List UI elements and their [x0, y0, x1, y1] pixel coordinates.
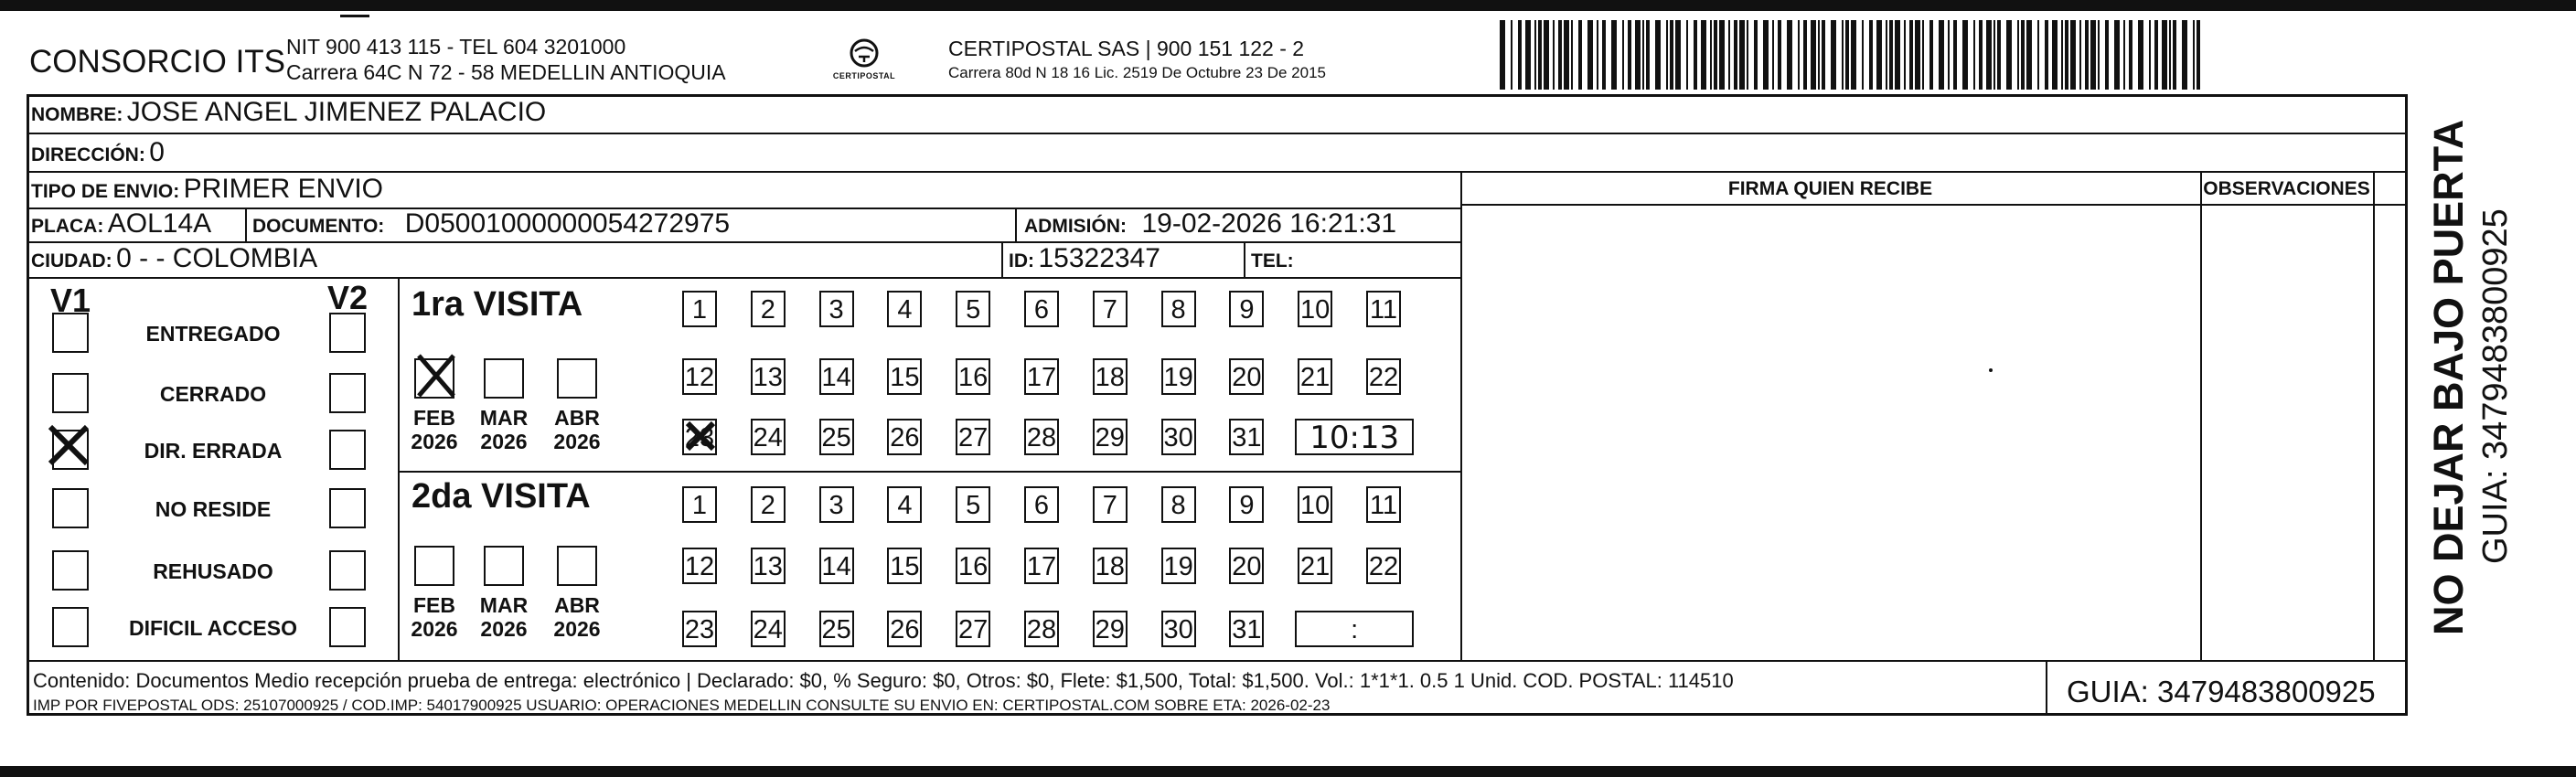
day-box[interactable]: 25	[819, 419, 854, 455]
tel-label: TEL:	[1251, 250, 1294, 271]
day-box[interactable]: 5	[956, 291, 990, 327]
ciudad-field: CIUDAD: 0 - - COLOMBIA	[31, 243, 318, 273]
v2-checkbox[interactable]	[329, 430, 366, 470]
check-mark-icon	[48, 424, 90, 466]
day-box[interactable]: 14	[819, 548, 854, 584]
day-box[interactable]: 23	[682, 419, 717, 455]
observaciones-header: OBSERVACIONES	[2203, 178, 2370, 199]
day-box[interactable]: 3	[819, 291, 854, 327]
day-box[interactable]: 16	[956, 548, 990, 584]
documento-field: DOCUMENTO: D05001000000054272975	[252, 208, 731, 239]
month-label: MAR 2026	[479, 593, 529, 641]
v2-checkbox[interactable]	[329, 373, 366, 413]
side-guia: GUIA: 3479483800925	[2476, 208, 2515, 564]
admision-value: 19-02-2026 16:21:31	[1141, 208, 1397, 239]
ciudad-value: 0 - - COLOMBIA	[116, 243, 318, 273]
day-box[interactable]: 1	[682, 291, 717, 327]
day-box[interactable]: 10	[1298, 486, 1332, 523]
time-box[interactable]: 10:13	[1295, 419, 1414, 455]
day-box[interactable]: 19	[1161, 548, 1196, 584]
certipostal-line: CERTIPOSTAL SAS | 900 151 122 - 2	[948, 37, 1305, 60]
day-box[interactable]: 26	[887, 611, 922, 647]
imp-line: IMP POR FIVEPOSTAL ODS: 25107000925 / COD.IMP: 54017900925 USUARIO: OPERACIONES MEDELLIN CONSULTE SU ENVIO EN: CERTIPOSTAL.COM SOBRE ETA: 2026-02-23	[33, 697, 1331, 714]
day-box[interactable]: 25	[819, 611, 854, 647]
day-box[interactable]: 11	[1366, 486, 1401, 523]
direccion-field: DIRECCIÓN: 0	[31, 137, 165, 167]
day-box[interactable]: 21	[1298, 358, 1332, 395]
day-box[interactable]: 7	[1093, 291, 1128, 327]
day-box[interactable]: 24	[751, 419, 786, 455]
day-box[interactable]: 6	[1024, 291, 1059, 327]
status-option-label: ENTREGADO	[145, 322, 281, 346]
day-box[interactable]: 18	[1093, 548, 1128, 584]
day-box[interactable]: 11	[1366, 291, 1401, 327]
day-box[interactable]: 12	[682, 358, 717, 395]
bottom-rule	[0, 766, 2576, 777]
company-address: Carrera 64C N 72 - 58 MEDELLIN ANTIOQUIA	[286, 60, 726, 84]
day-box[interactable]: 7	[1093, 486, 1128, 523]
v1-checkbox[interactable]	[52, 488, 89, 528]
v2-checkbox[interactable]	[329, 488, 366, 528]
admision-field: ADMISIÓN: 19-02-2026 16:21:31	[1024, 208, 1397, 239]
day-box[interactable]: 15	[887, 358, 922, 395]
day-box[interactable]: 1	[682, 486, 717, 523]
tipo-envio-value: PRIMER ENVIO	[183, 174, 384, 204]
day-box[interactable]: 31	[1229, 419, 1264, 455]
day-box[interactable]: 2	[751, 291, 786, 327]
contenido-line: Contenido: Documentos Medio recepción prueba de entrega: electrónico | Declarado: $0, % Seguro: $0, Otros: $0, Flete: $1,500, Total: $1,500. Vol.: 1*1*1. 0.5 1 Unid. COD. POSTAL: 114510	[33, 669, 1734, 692]
nit-line: NIT 900 413 115 - TEL 604 3201000	[286, 35, 626, 59]
day-box[interactable]: 2	[751, 486, 786, 523]
v1-checkbox[interactable]	[52, 550, 89, 591]
documento-value: D05001000000054272975	[404, 208, 731, 239]
day-box[interactable]: 19	[1161, 358, 1196, 395]
v1-checkbox[interactable]	[52, 373, 89, 413]
status-option-label: REHUSADO	[153, 559, 273, 583]
check-mark-icon	[685, 420, 716, 452]
day-box[interactable]: 9	[1229, 291, 1264, 327]
day-box[interactable]: 27	[956, 419, 990, 455]
day-box[interactable]: 4	[887, 291, 922, 327]
visit2-title: 2da VISITA	[412, 477, 591, 516]
firma-header: FIRMA QUIEN RECIBE	[1727, 178, 1933, 199]
day-box[interactable]: 31	[1229, 611, 1264, 647]
id-field: ID: 15322347	[1009, 243, 1160, 273]
v2-checkbox[interactable]	[329, 607, 366, 647]
v1-checkbox[interactable]	[52, 313, 89, 353]
placa-field: PLACA: AOL14A	[31, 208, 212, 239]
day-box[interactable]: 14	[819, 358, 854, 395]
day-box[interactable]: 15	[887, 548, 922, 584]
certipostal-logo	[828, 35, 901, 86]
day-box[interactable]: 26	[887, 419, 922, 455]
visit1-title: 1ra VISITA	[412, 285, 583, 324]
signature-speck	[1989, 368, 1993, 372]
day-box[interactable]: 8	[1161, 291, 1196, 327]
day-box[interactable]: 27	[956, 611, 990, 647]
placa-value: AOL14A	[107, 208, 212, 239]
v2-checkbox[interactable]	[329, 313, 366, 353]
nombre-value: JOSE ANGEL JIMENEZ PALACIO	[126, 97, 547, 127]
check-mark-icon	[416, 353, 456, 399]
top-tick	[340, 15, 369, 17]
logo-text: CERTIPOSTAL	[832, 71, 896, 80]
v2-checkbox[interactable]	[329, 550, 366, 591]
month-checkbox[interactable]	[484, 358, 524, 399]
day-box[interactable]: 22	[1366, 548, 1401, 584]
top-rule	[0, 0, 2576, 11]
month-checkbox[interactable]	[484, 546, 524, 586]
side-warning: NO DEJAR BAJO PUERTA	[2425, 119, 2472, 635]
day-box[interactable]: 28	[1024, 419, 1059, 455]
status-option-label: CERRADO	[159, 382, 267, 406]
month-label: ABR 2026	[553, 406, 601, 453]
day-box[interactable]: 20	[1229, 358, 1264, 395]
day-box[interactable]: 17	[1024, 358, 1059, 395]
status-option-label: DIFICIL ACCESO	[128, 616, 297, 640]
status-option-label: DIR. ERRADA	[144, 439, 283, 463]
month-checkbox[interactable]	[557, 358, 597, 399]
month-checkbox[interactable]	[414, 546, 454, 586]
day-box[interactable]: 21	[1298, 548, 1332, 584]
day-box[interactable]: 5	[956, 486, 990, 523]
license-line: Carrera 80d N 18 16 Lic. 2519 De Octubre 23 De 2015	[948, 64, 1326, 81]
day-box[interactable]: 23	[682, 611, 717, 647]
day-box[interactable]: 13	[751, 548, 786, 584]
month-label: FEB 2026	[411, 406, 458, 453]
day-box[interactable]: 3	[819, 486, 854, 523]
v2-header: V2	[327, 279, 369, 316]
day-box[interactable]: 9	[1229, 486, 1264, 523]
time-box[interactable]: :	[1295, 611, 1414, 647]
tipo-envio-field: TIPO DE ENVIO: PRIMER ENVIO	[31, 174, 384, 204]
day-box[interactable]: 29	[1093, 419, 1128, 455]
month-checkbox[interactable]	[557, 546, 597, 586]
day-box[interactable]: 20	[1229, 548, 1264, 584]
day-box[interactable]: 10	[1298, 291, 1332, 327]
day-box[interactable]: 29	[1093, 611, 1128, 647]
day-box[interactable]: 12	[682, 548, 717, 584]
day-box[interactable]: 30	[1161, 611, 1196, 647]
v1-checkbox[interactable]	[52, 607, 89, 647]
day-box[interactable]: 8	[1161, 486, 1196, 523]
day-box[interactable]: 30	[1161, 419, 1196, 455]
v1-header: V1	[50, 282, 91, 319]
footer-guia: GUIA: 3479483800925	[2067, 675, 2376, 708]
barcode	[1500, 20, 2204, 90]
month-label: FEB 2026	[411, 593, 458, 641]
id-value: 15322347	[1038, 243, 1160, 273]
company-name: CONSORCIO ITS	[29, 44, 286, 80]
month-label: MAR 2026	[479, 406, 529, 453]
day-box[interactable]: 28	[1024, 611, 1059, 647]
day-box[interactable]: 18	[1093, 358, 1128, 395]
day-box[interactable]: 22	[1366, 358, 1401, 395]
day-box[interactable]: 16	[956, 358, 990, 395]
day-box[interactable]: 24	[751, 611, 786, 647]
day-box[interactable]: 6	[1024, 486, 1059, 523]
month-label: ABR 2026	[553, 593, 601, 641]
day-box[interactable]: 4	[887, 486, 922, 523]
direccion-value: 0	[149, 137, 165, 167]
status-option-label: NO RESIDE	[155, 497, 272, 521]
day-box[interactable]: 17	[1024, 548, 1059, 584]
nombre-field: NOMBRE: JOSE ANGEL JIMENEZ PALACIO	[31, 97, 547, 127]
day-box[interactable]: 13	[751, 358, 786, 395]
